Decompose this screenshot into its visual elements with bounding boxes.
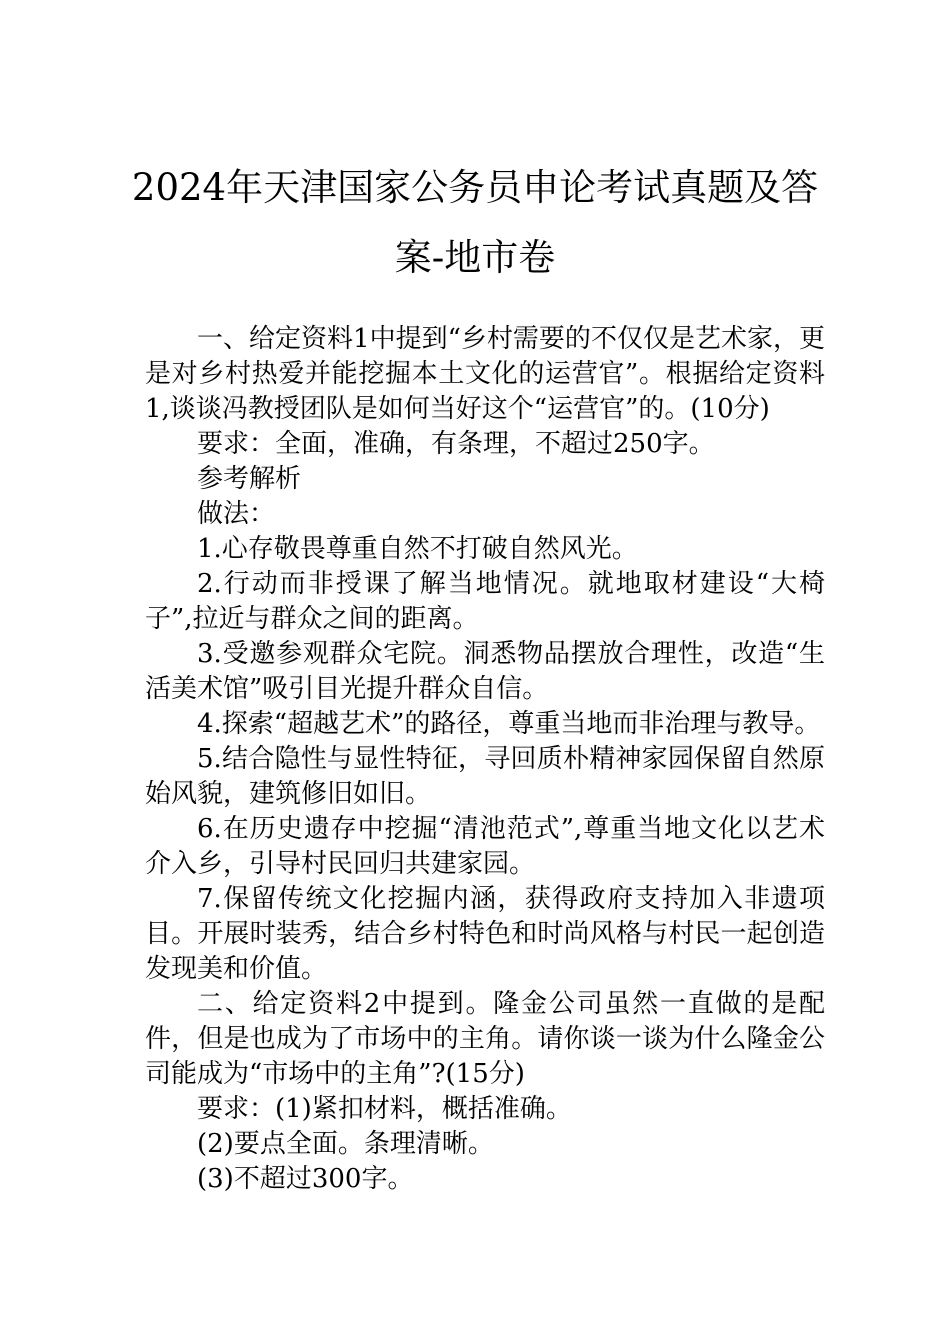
answer-point-7: 7.保留传统文化挖掘内涵，获得政府支持加入非遗项目。开展时装秀，结合乡村特色和时尚风格与村民一起创造发现美和价值。 — [145, 884, 825, 984]
reference-analysis-heading: 参考解析 — [197, 464, 302, 494]
question-2-prompt: 二、给定资料2中提到。隆金公司虽然一直做的是配件，但是也成为了市场中的主角。请你谈一谈为什么隆金公司能成为“市场中的主角”?(15分) — [145, 989, 825, 1089]
answer-point-1: 1.心存敬畏尊重自然不打破自然风光。 — [197, 534, 638, 564]
answer-point-3: 3.受邀参观群众宅院。洞悉物品摆放合理性，改造“生活美术馆”吸引目光提升群众自信。 — [145, 639, 825, 704]
document-body — [145, 322, 825, 1197]
answer-point-6: 6.在历史遗存中挖掘“清池范式”,尊重当地文化以艺术介入乡，引导村民回归共建家园。 — [145, 814, 825, 879]
answer-point-2: 2.行动而非授课了解当地情况。就地取材建设“大椅子”,拉近与群众之间的距离。 — [145, 569, 825, 634]
question-1-prompt: 一、给定资料1中提到“乡村需要的不仅仅是艺术家，更是对乡村热爱并能挖掘本土文化的运营官”。根据给定资料1,谈谈冯教授团队是如何当好这个“运营官”的。(10分) — [145, 324, 825, 424]
document-title-line-2: 案-地市卷 — [394, 236, 556, 279]
document-title-line-1: 2024年天津国家公务员申论考试真题及答 — [131, 166, 819, 209]
question-2-requirement-2: (2)要点全面。条理清晰。 — [197, 1129, 494, 1159]
question-1-requirement: 要求：全面，准确，有条理，不超过250字。 — [197, 429, 715, 459]
question-2-requirement-1: 要求：(1)紧扣材料，概括准确。 — [197, 1094, 572, 1124]
method-heading: 做法： — [197, 499, 276, 529]
answer-point-5: 5.结合隐性与显性特征，寻回质朴精神家园保留自然原始风貌，建筑修旧如旧。 — [145, 744, 825, 809]
answer-point-4: 4.探索“超越艺术”的路径，尊重当地而非治理与教导。 — [197, 709, 821, 739]
question-2-requirement-3: (3)不超过300字。 — [197, 1164, 414, 1194]
